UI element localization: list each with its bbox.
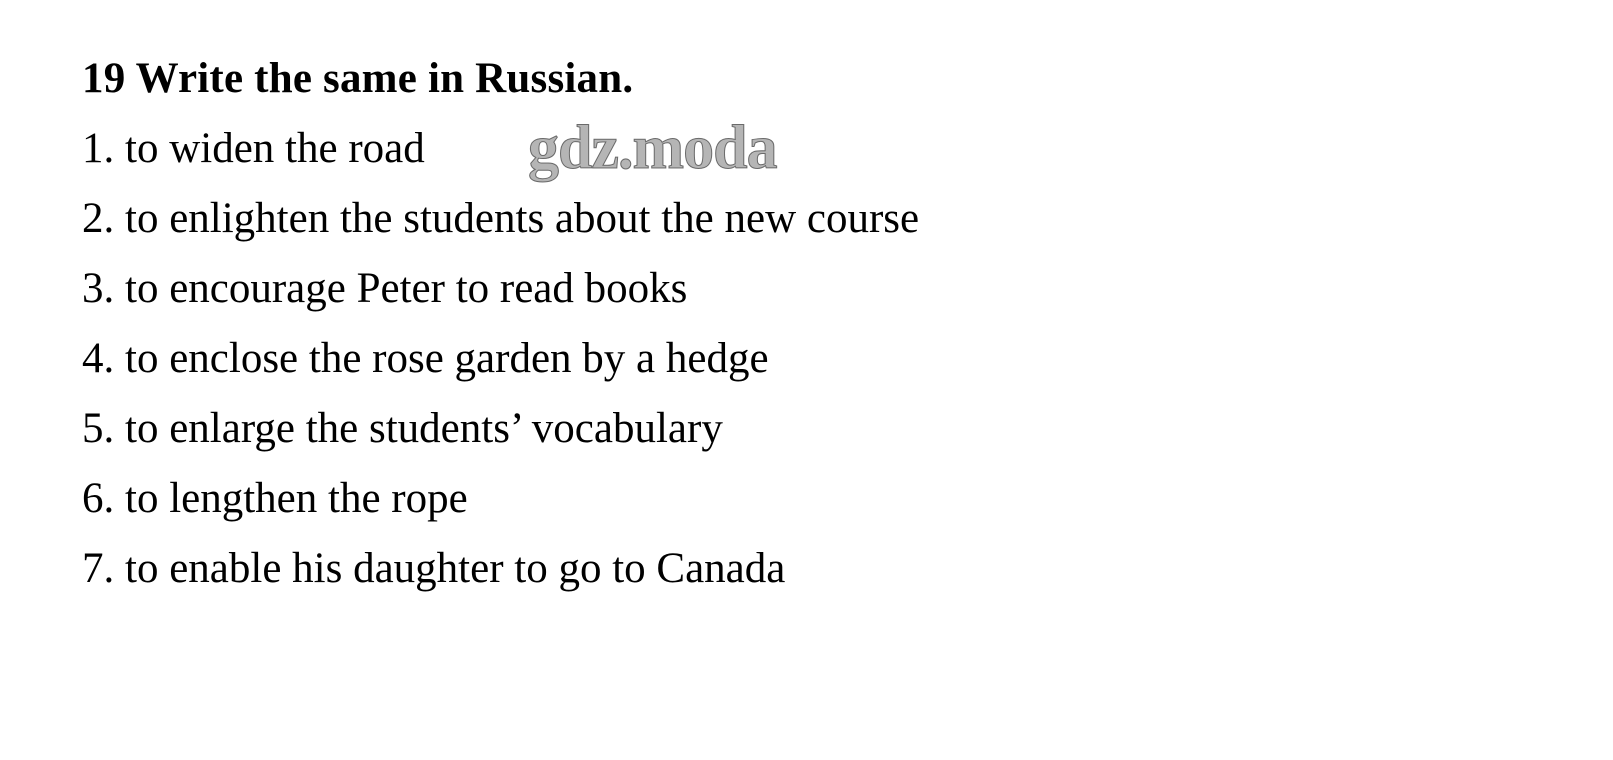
list-item: 6. to lengthen the rope <box>82 475 468 522</box>
list-item: 7. to enable his daughter to go to Canada <box>82 545 786 592</box>
exercise-item-list <box>82 114 1613 604</box>
list-item: 2. to enlighten the students about the new course <box>82 195 920 242</box>
list-item: 4. to enclose the rose garden by a hedge <box>82 335 769 382</box>
watermark-text: gdz.moda <box>528 114 777 182</box>
exercise-heading: 19 Write the same in Russian. <box>82 55 634 102</box>
list-item: 1. to widen the road <box>82 125 425 172</box>
list-item: 5. to enlarge the students’ vocabulary <box>82 405 723 452</box>
list-item: 3. to encourage Peter to read books <box>82 265 688 312</box>
